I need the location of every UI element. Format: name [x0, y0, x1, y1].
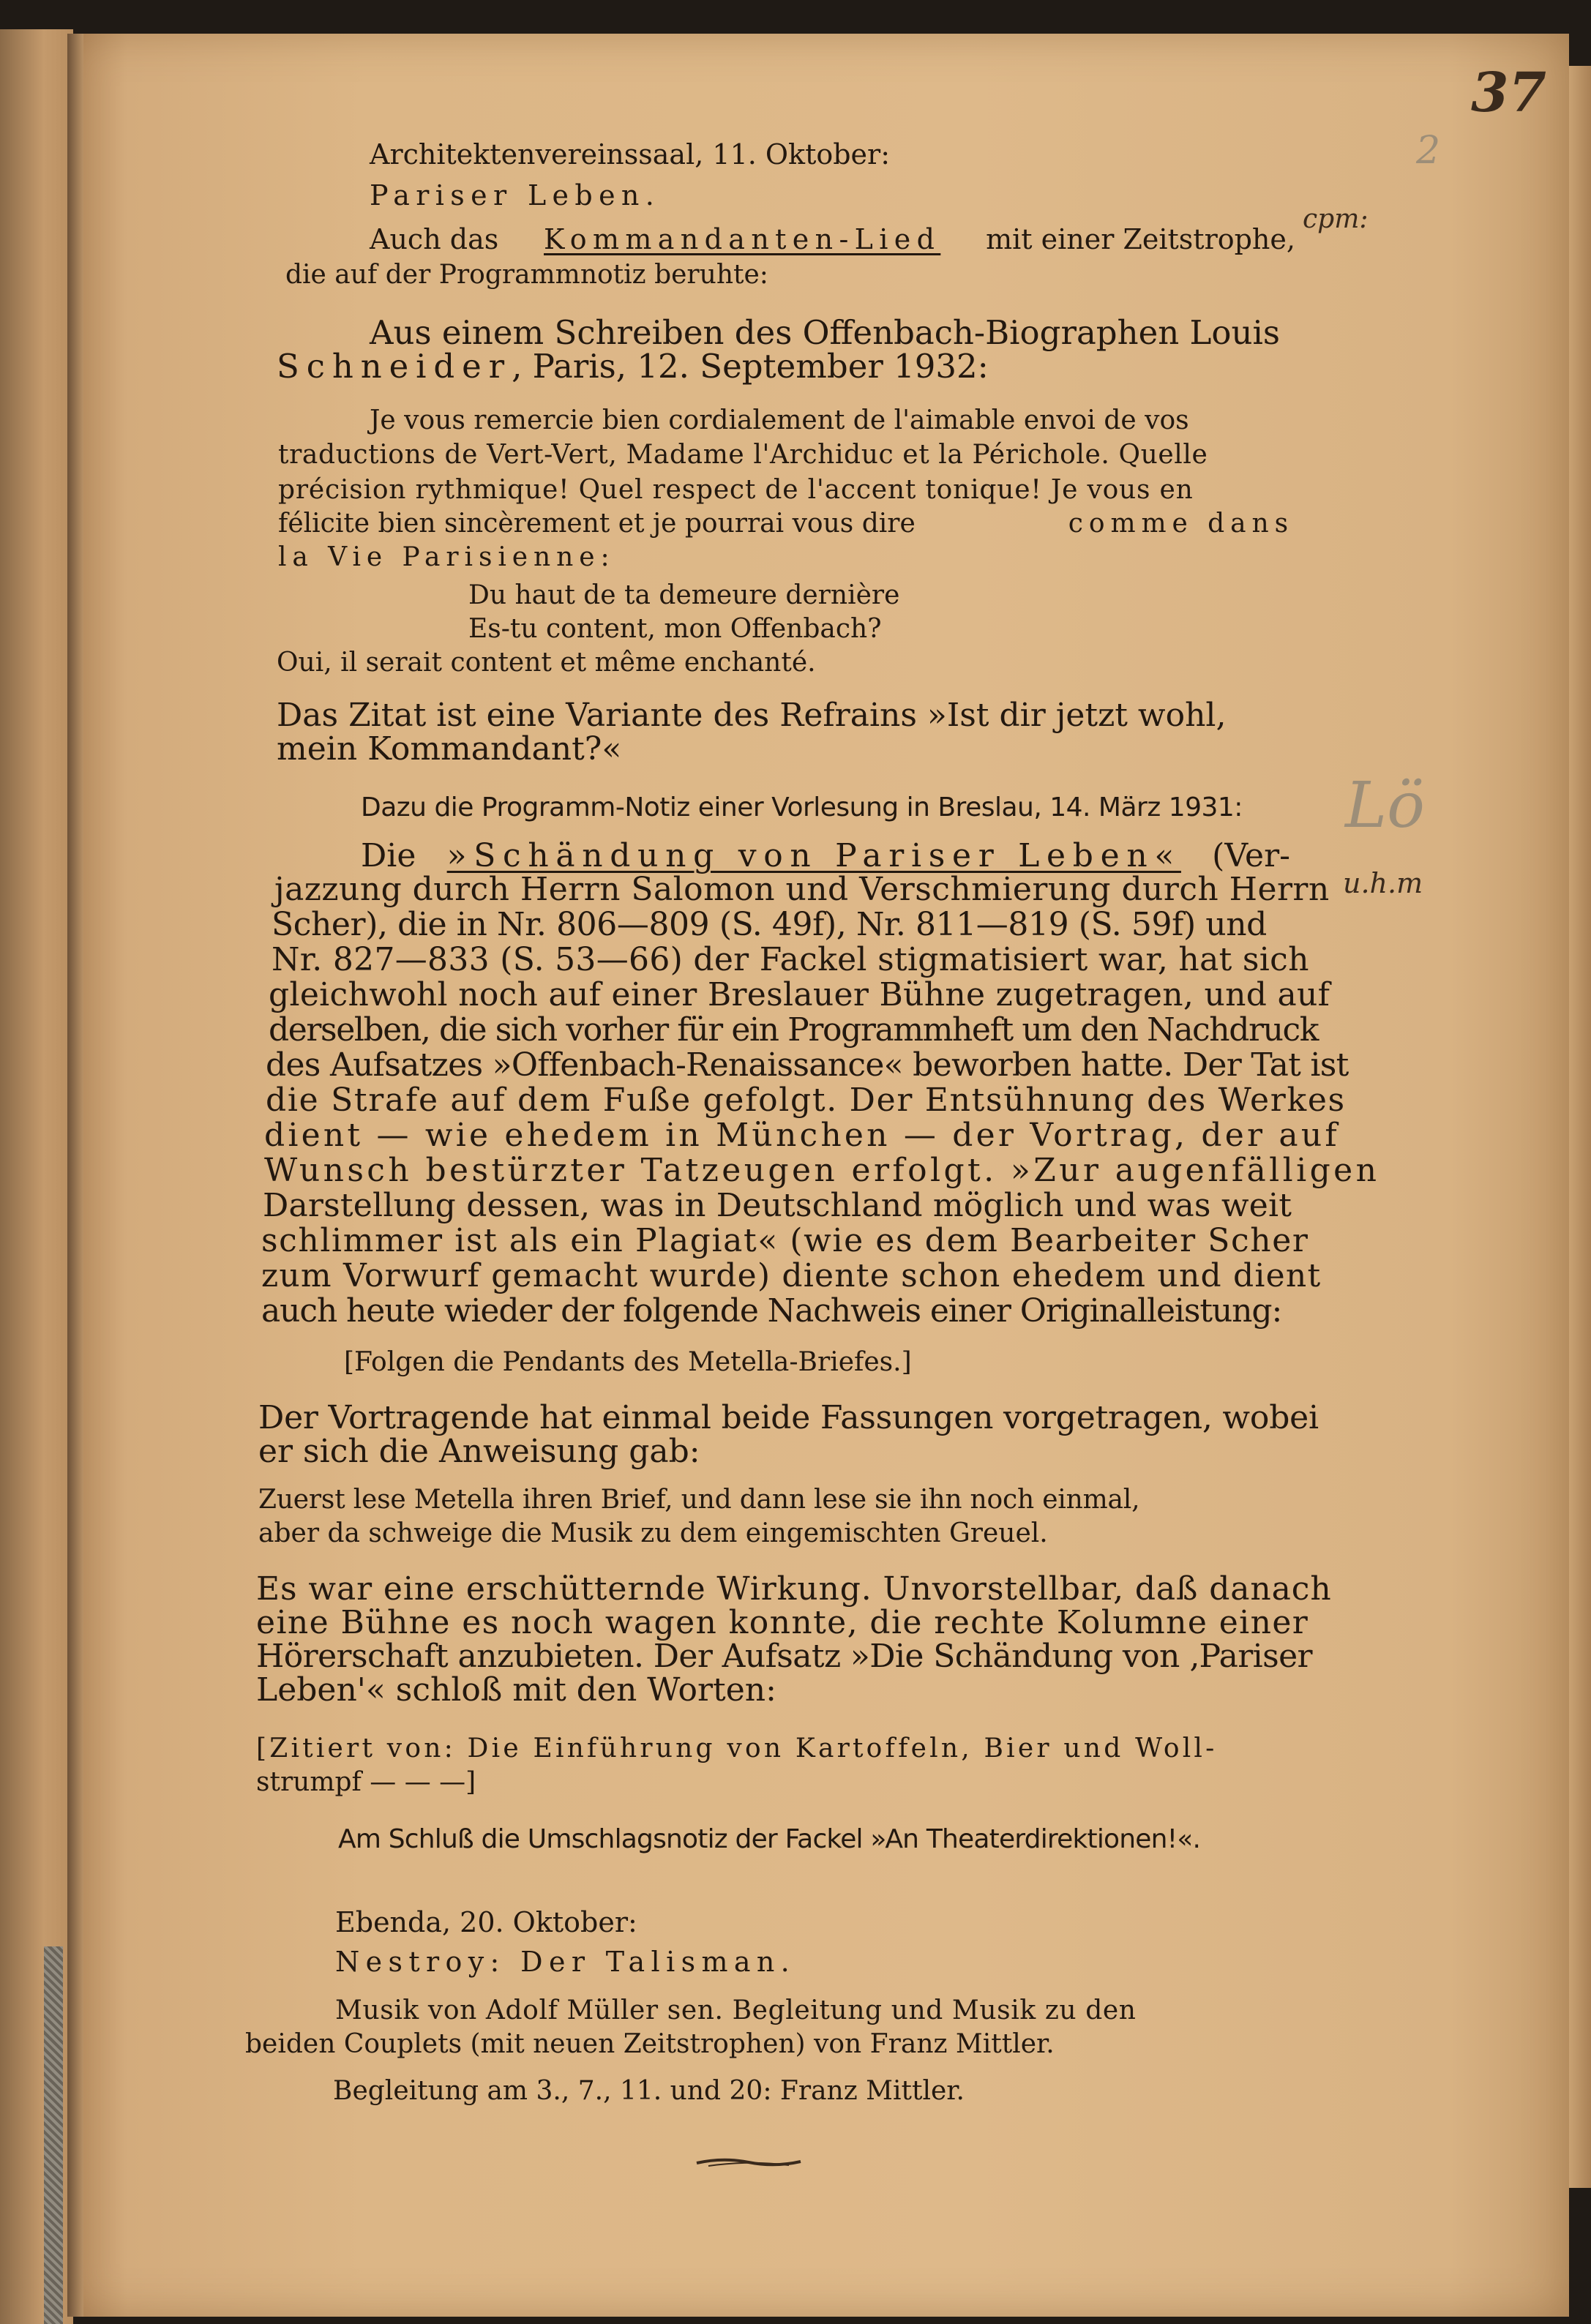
- wirkung-line: Leben'« schloß mit den Worten:: [256, 1671, 776, 1709]
- wirkung-line: Hörerschaft anzubieten. Der Aufsatz »Die Schändung von ‚Pariser: [256, 1638, 1312, 1675]
- schaendung-title: »Schändung von Pariser Leben«: [446, 837, 1181, 874]
- pencil-mark-top: 2: [1416, 129, 1441, 173]
- breslau-line: Nr. 827—833 (S. 53—66) der Fackel stigmatisiert war, hat sich: [272, 941, 1309, 978]
- margin-note-mid: u.h.m: [1343, 867, 1423, 899]
- entry2-heading: Ebenda, 20. Oktober:: [335, 1906, 637, 1938]
- breslau-die: Die: [361, 837, 416, 874]
- closing-ornament: [694, 2151, 804, 2173]
- intro-text-c: mit einer Zeitstrophe,: [986, 223, 1295, 255]
- wirkung-line: Es war eine erschütternde Wirkung. Unvorstellbar, daß danach: [256, 1570, 1332, 1608]
- zitiert-line: [Zitiert von: Die Einführung von Kartoffeln, Bier und Woll-: [256, 1733, 1218, 1763]
- breslau-line: Darstellung dessen, was in Deutschland möglich und was weit: [263, 1187, 1292, 1224]
- zitat-line: mein Kommandant?«: [277, 730, 622, 768]
- letter-line: [278, 511, 1294, 537]
- breslau-line: schlimmer ist als ein Plagiat« (wie es dem Bearbeiter Scher: [261, 1222, 1309, 1259]
- bracket-note: [Folgen die Pendants des Metella-Briefes.]: [344, 1347, 912, 1377]
- anweisung-line: aber da schweige die Musik zu dem eingemischten Greuel.: [258, 1518, 1048, 1548]
- verse-line: Du haut de ta demeure dernière: [468, 580, 900, 610]
- breslau-line: derselben, die sich vorher für ein Programmheft um den Nachdruck: [269, 1011, 1319, 1049]
- anweisung-line: Zuerst lese Metella ihren Brief, und dann lese sie ihn noch einmal,: [258, 1485, 1140, 1515]
- letter-line-text: félicite bien sincèrement et je pourrai vous dire: [278, 509, 916, 539]
- intro-text-a: Auch das: [370, 223, 499, 255]
- margin-note-top: cpm:: [1303, 204, 1369, 234]
- letter-line: précision rythmique! Quel respect de l'accent tonique! Je vous en: [278, 475, 1194, 505]
- verse-line: Es-tu content, mon Offenbach?: [468, 614, 882, 644]
- letter-line: la Vie Parisienne:: [278, 542, 615, 572]
- breslau-line: auch heute wieder der folgende Nachweis einer Originalleistung:: [261, 1292, 1282, 1330]
- vortragende-line: er sich die Anweisung gab:: [258, 1433, 700, 1470]
- breslau-heading: Dazu die Programm-Notiz einer Vorlesung in Breslau, 14. März 1931:: [361, 792, 1243, 822]
- vortragende-line: Der Vortragende hat einmal beide Fassungen vorgetragen, wobei: [258, 1399, 1319, 1436]
- binding-cloth: [44, 1946, 63, 2324]
- page-gutter: [67, 34, 83, 2317]
- page-number: 37: [1471, 61, 1546, 124]
- zitat-text: Das Zitat ist eine Variante des Refrains »Ist dir jetzt wohl,: [277, 697, 1227, 734]
- music-line: Musik von Adolf Müller sen. Begleitung und Musik zu den: [335, 1995, 1137, 2025]
- intro-line-2: die auf der Programmnotiz beruhte:: [285, 260, 768, 290]
- kommandanten-lied: Kommandanten-Lied: [544, 223, 941, 255]
- breslau-line: zum Vorwurf gemacht wurde) diente schon ehedem und dient: [261, 1257, 1322, 1294]
- zitiert-line: strumpf — — —]: [256, 1767, 476, 1797]
- entry-heading: Architektenvereinssaal, 11. Oktober:: [370, 138, 891, 170]
- biographer-line-1: Aus einem Schreiben des Offenbach-Biographen Louis: [370, 313, 1280, 352]
- breslau-ver: (Ver-: [1212, 837, 1290, 874]
- biographer-name: Schneider: [277, 347, 512, 386]
- schluss-line: Am Schluß die Umschlagsnotiz der Fackel »An Theaterdirektionen!«.: [338, 1824, 1201, 1854]
- letter-line-text: Je vous remercie bien cordialement de l'aimable envoi de vos: [370, 405, 1189, 435]
- intro-line: [370, 225, 1295, 253]
- breslau-line: dient — wie ehedem in München — der Vortrag, der auf: [264, 1117, 1340, 1154]
- begleitung-line: Begleitung am 3., 7., 11. und 20: Franz Mittler.: [333, 2076, 965, 2106]
- breslau-line: des Aufsatzes »Offenbach-Renaissance« beworben hatte. Der Tat ist: [266, 1046, 1349, 1084]
- breslau-line: Scher), die in Nr. 806—809 (S. 49f), Nr. 811—819 (S. 59f) und: [272, 906, 1267, 943]
- pencil-mark-mid: Lö: [1345, 769, 1425, 842]
- entry2-title: Nestroy: Der Talisman.: [335, 1946, 796, 1978]
- entry-title: Pariser Leben.: [370, 179, 661, 211]
- breslau-line: gleichwohl noch auf einer Breslauer Bühne zugetragen, und auf: [269, 976, 1330, 1013]
- page-stack-edge: [1569, 66, 1591, 2188]
- music-line: beiden Couplets (mit neuen Zeitstrophen) von Franz Mittler.: [245, 2029, 1055, 2059]
- breslau-first-line: [361, 837, 1290, 874]
- letter-line: traductions de Vert-Vert, Madame l'Archiduc et la Périchole. Quelle: [278, 440, 1208, 470]
- breslau-line: Wunsch bestürzter Tatzeugen erfolgt. »Zur augenfälligen: [264, 1152, 1380, 1189]
- biographer-rest: , Paris, 12. September 1932:: [512, 347, 989, 386]
- biographer-line-2: [277, 347, 989, 386]
- wirkung-line: eine Bühne es noch wagen konnte, die rechte Kolumne einer: [256, 1604, 1309, 1641]
- letter-line: [370, 405, 1298, 435]
- breslau-line: jazzung durch Herrn Salomon und Verschmierung durch Herrn: [274, 871, 1330, 908]
- zitat-line: [277, 697, 1296, 734]
- verse-answer: Oui, il serait content et même enchanté.: [277, 648, 816, 678]
- letter-spaced-text: comme dans: [1068, 509, 1294, 539]
- breslau-line: die Strafe auf dem Fuße gefolgt. Der Entsühnung des Werkes: [266, 1082, 1346, 1119]
